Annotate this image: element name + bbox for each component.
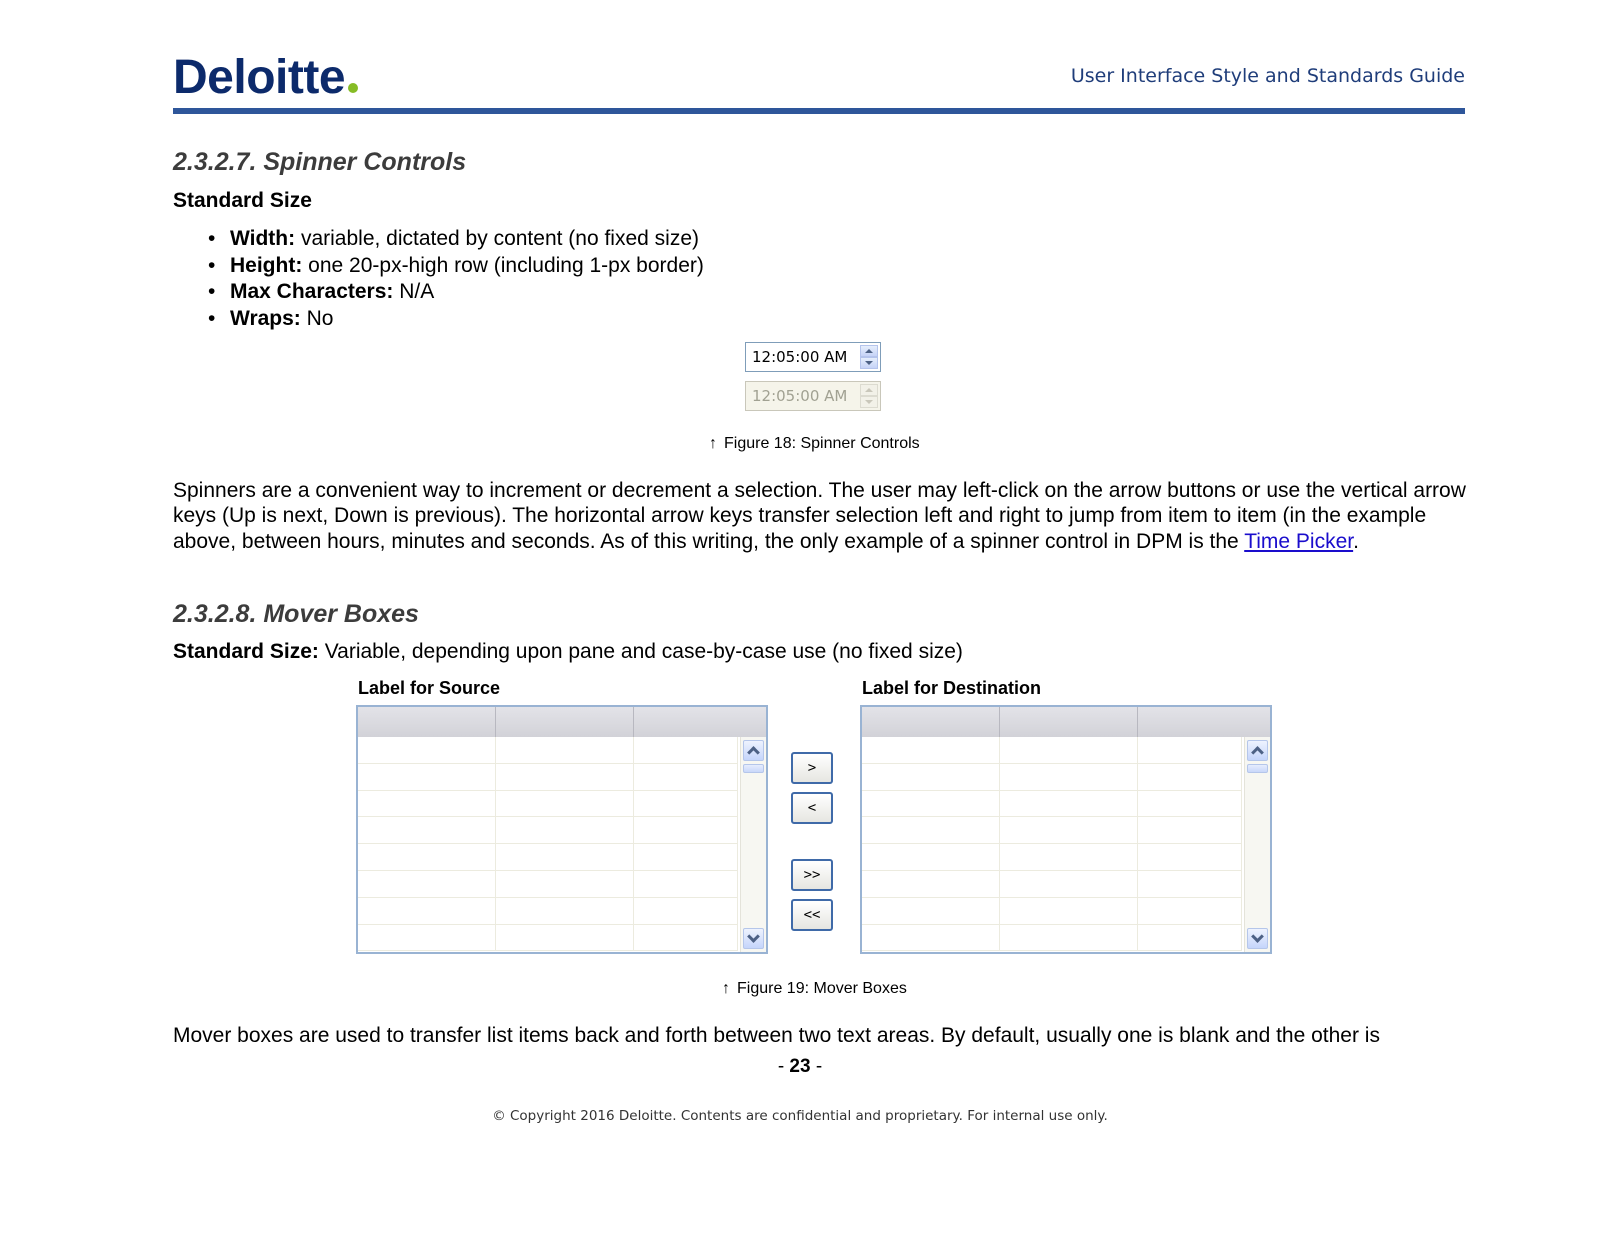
chevron-down-icon — [747, 930, 760, 943]
list-row[interactable] — [862, 764, 1242, 791]
bullet-width: • Width: variable, dictated by content (no fixed size) — [208, 226, 704, 253]
column-header[interactable] — [634, 707, 766, 737]
spinner-buttons — [860, 345, 878, 369]
source-label: Label for Source — [358, 678, 501, 698]
move-all-left-button[interactable]: << — [791, 899, 833, 931]
column-header[interactable] — [358, 707, 496, 737]
copyright-notice: © Copyright 2016 Deloitte. Contents are confidential and proprietary. For internal use only. — [492, 1108, 1108, 1124]
source-list-header — [358, 707, 766, 737]
section-heading-mover-boxes: 2.3.2.8. Mover Boxes — [173, 600, 419, 628]
document-title: User Interface Style and Standards Guide — [1070, 65, 1465, 87]
chevron-up-icon — [747, 746, 760, 759]
scroll-down-button[interactable] — [743, 928, 764, 949]
spinner-down-button-disabled — [860, 396, 878, 408]
list-row[interactable] — [862, 844, 1242, 871]
column-header[interactable] — [862, 707, 1000, 737]
up-arrow-icon: ↑ — [722, 980, 730, 997]
spinner-size-list — [208, 226, 704, 332]
column-header[interactable] — [1000, 707, 1138, 737]
arrow-up-icon — [865, 388, 873, 392]
source-list-rows — [358, 737, 738, 952]
arrow-up-icon — [865, 349, 873, 353]
bullet-max-characters: • Max Characters: N/A — [208, 279, 704, 306]
time-picker-link[interactable]: Time Picker — [1244, 529, 1354, 553]
list-row[interactable] — [358, 871, 738, 898]
mover-standard-size: Standard Size: Variable, depending upon pane and case-by-case use (no fixed size) — [173, 640, 963, 663]
scroll-down-button[interactable] — [1247, 928, 1268, 949]
list-row[interactable] — [358, 817, 738, 844]
move-left-button[interactable]: < — [791, 792, 833, 824]
list-row[interactable] — [862, 898, 1242, 925]
subheading-standard-size: Standard Size — [173, 189, 312, 212]
destination-scrollbar[interactable] — [1244, 737, 1270, 952]
page-number: - 23 - — [777, 1056, 823, 1077]
destination-label: Label for Destination — [862, 678, 1042, 698]
section-heading-spinner-controls: 2.3.2.7. Spinner Controls — [173, 148, 467, 176]
logo-green-dot — [348, 83, 358, 93]
scrollbar-thumb[interactable] — [1247, 764, 1268, 773]
column-header[interactable] — [1138, 707, 1270, 737]
spinner-value[interactable]: 12:05:00 AM — [752, 348, 848, 366]
list-row[interactable] — [862, 791, 1242, 818]
up-arrow-icon: ↑ — [709, 435, 717, 452]
figure-19-caption: ↑ Figure 19: Mover Boxes — [719, 979, 907, 999]
scrollbar-thumb[interactable] — [743, 764, 764, 773]
mover-description-paragraph: Mover boxes are used to transfer list items back and forth between two text areas. By default, usually one is blank and the other is — [173, 1024, 1380, 1047]
arrow-down-icon — [865, 361, 873, 365]
scroll-up-button[interactable] — [1247, 740, 1268, 761]
destination-list-header — [862, 707, 1270, 737]
chevron-up-icon — [1251, 746, 1264, 759]
move-all-right-button[interactable]: >> — [791, 859, 833, 891]
list-row[interactable] — [358, 925, 738, 952]
spinner-buttons-disabled — [860, 384, 878, 408]
source-scrollbar[interactable] — [740, 737, 766, 952]
spinner-up-button[interactable] — [860, 345, 878, 357]
figure-18-caption: ↑ Figure 18: Spinner Controls — [706, 434, 920, 454]
spinner-down-button[interactable] — [860, 357, 878, 369]
list-row[interactable] — [358, 791, 738, 818]
scroll-up-button[interactable] — [743, 740, 764, 761]
list-row[interactable] — [862, 871, 1242, 898]
list-row[interactable] — [862, 925, 1242, 952]
spinner-up-button-disabled — [860, 384, 878, 396]
chevron-down-icon — [1251, 930, 1264, 943]
header-rule — [173, 108, 1465, 114]
bullet-height: • Height: one 20-px-high row (including 1-px border) — [208, 253, 704, 280]
destination-list-box[interactable] — [860, 705, 1272, 954]
source-list-box[interactable] — [356, 705, 768, 954]
list-row[interactable] — [358, 764, 738, 791]
list-row[interactable] — [862, 737, 1242, 764]
spinner-value-disabled: 12:05:00 AM — [752, 387, 848, 405]
list-row[interactable] — [358, 737, 738, 764]
spinner-description-paragraph: Spinners are a convenient way to increment or decrement a selection. The user may left-click on the arrow buttons or use the vertical arrow keys (Up is next, Down is previous). The horizontal arrow keys transfer selection left and right to jump from item to item (in the example above, between hours, minutes and seconds. As of this writing, the only example of a spinner control in DPM is the Time Picker. — [173, 479, 1466, 553]
time-spinner-enabled[interactable] — [745, 342, 881, 372]
list-row[interactable] — [358, 898, 738, 925]
time-spinner-disabled — [745, 381, 881, 411]
list-row[interactable] — [862, 817, 1242, 844]
list-row[interactable] — [358, 844, 738, 871]
destination-list-rows — [862, 737, 1242, 952]
arrow-down-icon — [865, 400, 873, 404]
bullet-wraps: • Wraps: No — [208, 306, 704, 333]
move-right-button[interactable]: > — [791, 752, 833, 784]
column-header[interactable] — [496, 707, 634, 737]
deloitte-logo: Deloitte — [173, 52, 358, 104]
